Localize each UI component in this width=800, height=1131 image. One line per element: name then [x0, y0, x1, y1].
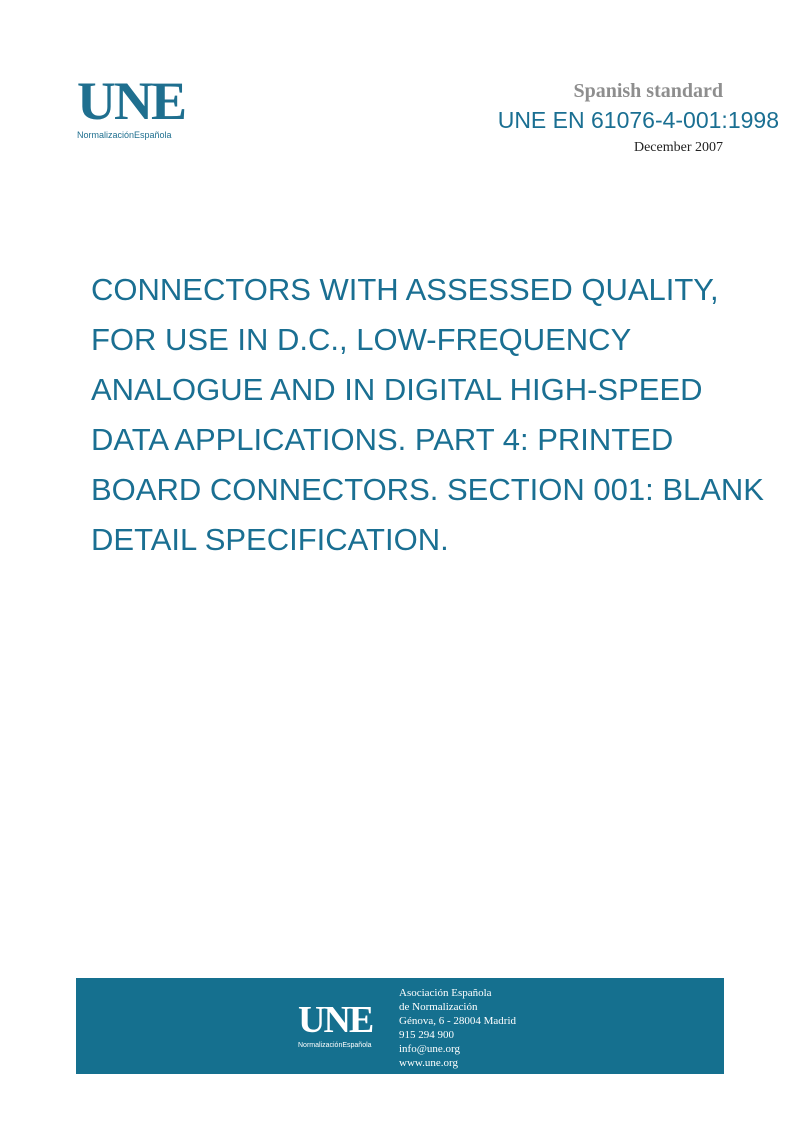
contact-block	[399, 986, 516, 1070]
org-phone: 915 294 900	[399, 1029, 454, 1041]
footer-logo-tagline: NormalizaciónEspañola	[298, 1042, 372, 1049]
org-name-line1: Asociación Española	[399, 987, 492, 999]
org-name-line2: de Normalización	[399, 1001, 478, 1013]
une-logo	[77, 71, 197, 141]
standard-header	[497, 79, 779, 157]
org-email-link[interactable]: info@une.org	[399, 1043, 460, 1055]
org-website-link[interactable]: www.une.org	[399, 1057, 458, 1069]
footer-band	[76, 978, 724, 1074]
publication-date: December 2007	[633, 140, 723, 155]
standard-code: UNE EN 61076-4-001:1998	[497, 107, 779, 133]
une-logo-tagline: NormalizaciónEspañola	[77, 130, 172, 140]
une-logo-letters: UNE	[77, 71, 186, 131]
document-title: CONNECTORS WITH ASSESSED QUALITY, FOR USE IN D.C., LOW-FREQUENCY ANALOGUE AND IN DIGITAL HIGH-SPEED DATA APPLICATIONS. PART 4: PRINTED BOARD CONNECTORS. SECTION 001: BLANK DETAIL SPECIFICATION.	[91, 272, 764, 557]
org-address: Génova, 6 - 28004 Madrid	[399, 1015, 517, 1027]
footer-logo-letters: UNE	[298, 999, 373, 1041]
footer-une-logo	[298, 999, 388, 1050]
standard-label: Spanish standard	[573, 80, 723, 102]
